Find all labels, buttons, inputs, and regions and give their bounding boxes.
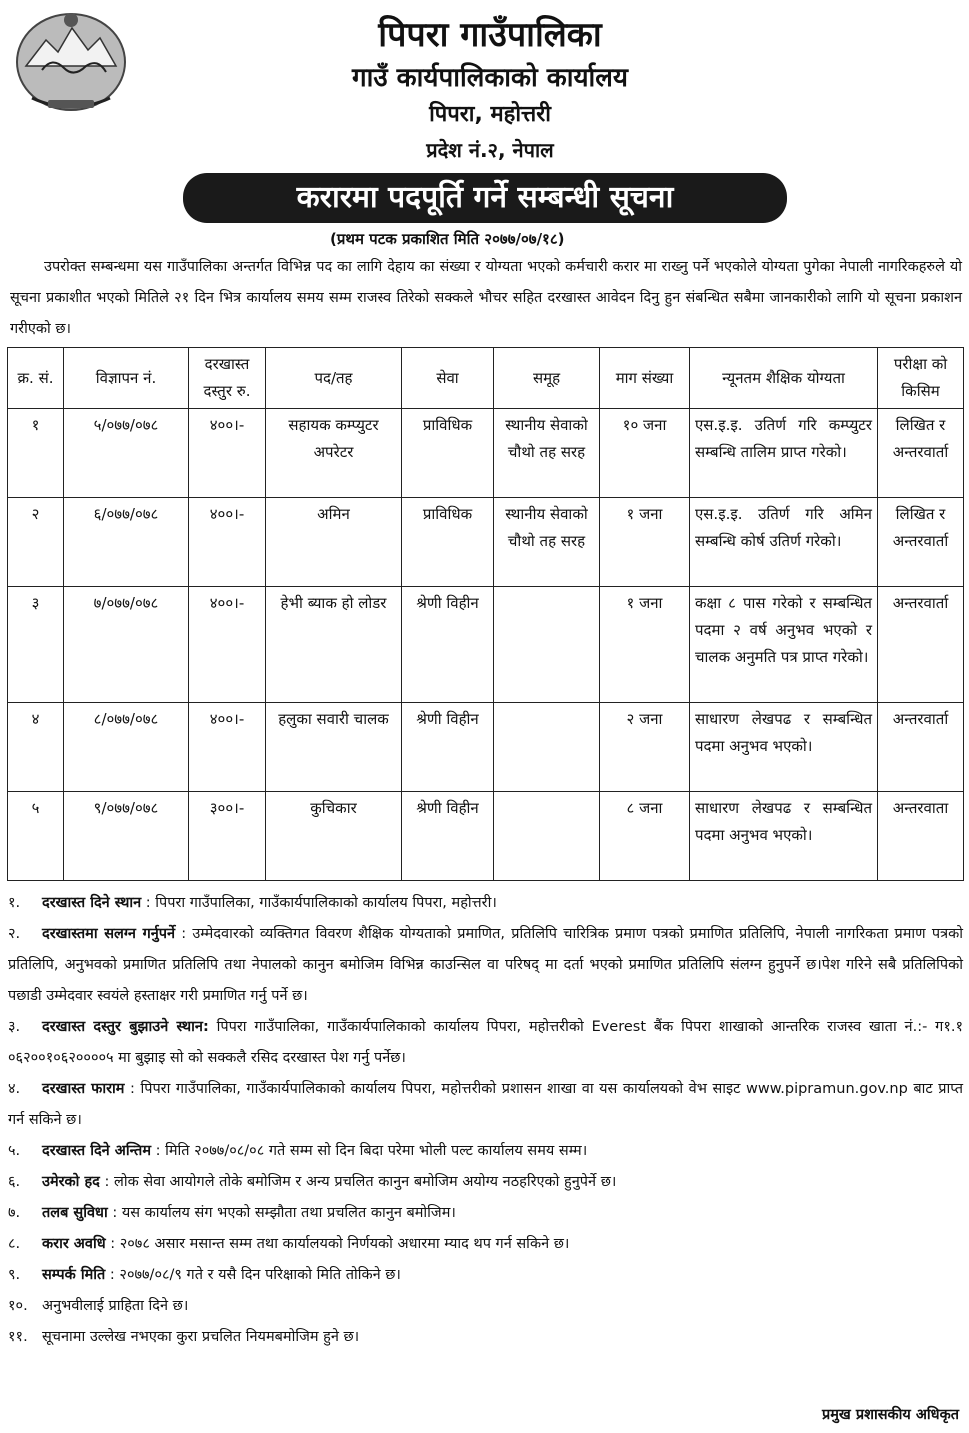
header-post: पद/तह bbox=[266, 348, 402, 409]
cell-qualification: एस.इ.इ. उतिर्ण गरि अमिन सम्बन्धि कोर्ष उतिर्ण गरेको। bbox=[690, 498, 878, 587]
cell-fee: ४००।- bbox=[189, 409, 266, 498]
cell-qualification: एस.इ.इ. उतिर्ण गरि कम्प्युटर सम्बन्धि तालिम प्राप्त गरेको। bbox=[690, 409, 878, 498]
cell-advert-no: ६/०७७/०७८ bbox=[64, 498, 189, 587]
cell-service: प्राविधिक bbox=[402, 498, 494, 587]
office-address: पिपरा, महोत्तरी bbox=[429, 102, 551, 127]
org-name: पिपरा गाउँपालिका bbox=[378, 15, 602, 55]
cell-advert-no: ९/०७७/०७८ bbox=[64, 792, 189, 881]
cell-group bbox=[494, 587, 600, 703]
cell-demand: २ जना bbox=[600, 703, 690, 792]
note-item: ५. दरखास्त दिने अन्तिम : मिति २०७७/०८/०८ गते सम्म सो दिन बिदा परेमा भोली पल्ट कार्यालय समय सम्म। bbox=[8, 1143, 588, 1159]
note-item: ३. दरखास्त दस्तुर बुझाउने स्थान: पिपरा गाउँपालिका, गाउँकार्यपालिकाको कार्यालय पिपरा, महोत्तरीको Everest बैंक पिपरा शाखाको आन्तरिक राजस्व खाता नं.:- ग१.१ ०६२००१०६२००००५ मा बुझाइ सो को सक्कलै रसिद दरखास्त पेश गर्नु पर्नेछ। bbox=[8, 1019, 964, 1066]
cell-exam-type: अन्तरवार्ता bbox=[878, 703, 964, 792]
note-item: ८. करार अवधि : २०७८ असार मसान्त सम्म तथा कार्यालयको निर्णयको अधारमा म्याद थप गर्न सकिने छ। bbox=[8, 1236, 570, 1252]
cell-group bbox=[494, 703, 600, 792]
cell-serial: १ bbox=[8, 409, 64, 498]
cell-exam-type: अन्तरवाता bbox=[878, 792, 964, 881]
cell-serial: ३ bbox=[8, 587, 64, 703]
cell-advert-no: ५/०७७/०७८ bbox=[64, 409, 189, 498]
cell-qualification: कक्षा ८ पास गरेको र सम्बन्धित पदमा २ वर्ष अनुभव भएको र चालक अनुमति पत्र प्राप्त गरेको। bbox=[690, 587, 878, 703]
note-item: ११. सूचनामा उल्लेख नभएका कुरा प्रचलित नियमबमोजिम हुने छ। bbox=[8, 1329, 360, 1345]
province: प्रदेश नं.२, नेपाल bbox=[426, 138, 554, 162]
cell-demand: १० जना bbox=[600, 409, 690, 498]
cell-service: श्रेणी विहीन bbox=[402, 587, 494, 703]
cell-qualification: साधारण लेखपढ र सम्बन्धित पदमा अनुभव भएको। bbox=[690, 792, 878, 881]
cell-post: अमिन bbox=[266, 498, 402, 587]
note-item: १. दरखास्त दिने स्थान : पिपरा गाउँपालिका, गाउँकार्यपालिकाको कार्यालय पिपरा, महोत्तरी। bbox=[8, 895, 497, 911]
nepal-emblem-icon bbox=[12, 6, 130, 114]
cell-demand: १ जना bbox=[600, 498, 690, 587]
header-fee: दरखास्त दस्तुर रु. bbox=[189, 348, 266, 409]
header-service: सेवा bbox=[402, 348, 494, 409]
cell-group bbox=[494, 792, 600, 881]
cell-fee: ३००।- bbox=[189, 792, 266, 881]
header-demand: माग संख्या bbox=[600, 348, 690, 409]
office-name: गाउँ कार्यपालिकाको कार्यालय bbox=[352, 63, 628, 93]
table-row bbox=[8, 498, 964, 587]
cell-serial: २ bbox=[8, 498, 64, 587]
table-row bbox=[8, 792, 964, 881]
cell-fee: ४००।- bbox=[189, 703, 266, 792]
cell-qualification: साधारण लेखपढ र सम्बन्धित पदमा अनुभव भएको। bbox=[690, 703, 878, 792]
cell-post: कुचिकार bbox=[266, 792, 402, 881]
note-item: ४. दरखास्त फाराम : पिपरा गाउँपालिका, गाउँकार्यपालिकाको कार्यालय पिपरा, महोत्तरीको प्रशासन शाखा वा यस कार्यालयको वेभ साइट www.pipramun.gov.np बाट प्राप्त गर्न सकिने छ। bbox=[8, 1081, 963, 1128]
note-item: ९. सम्पर्क मिति : २०७७/०८/९ गते र यसै दिन परिक्षाको मिति तोकिने छ। bbox=[8, 1267, 401, 1283]
cell-exam-type: लिखित र अन्तरवार्ता bbox=[878, 409, 964, 498]
header-advert-no: विज्ञापन नं. bbox=[64, 348, 189, 409]
table-row bbox=[8, 587, 964, 703]
intro-text: उपरोक्त सम्बन्धमा यस गाउँपालिका अन्तर्गत विभिन्न पद का लागि देहाय का संख्या र योग्यता भएको कर्मचारी करार मा राख्नु पर्ने भएकोले योग्यता पुगेका नेपाली नागरिकहरुले यो सूचना प्रकाशीत भएको मितिले २१ दिन भित्र कार्यालय समय सम्म राजस्व तिरेको सक्कले भौचर सहित दरखास्त आवेदन दिनु हुन संबन्धित सबैमा जानकारीको लागि यो सूचना प्रकाशन गरीएको छ। bbox=[10, 259, 962, 337]
header-serial: क्र. सं. bbox=[8, 348, 64, 409]
cell-advert-no: ८/०७७/०७८ bbox=[64, 703, 189, 792]
cell-fee: ४००।- bbox=[189, 587, 266, 703]
vacancy-table bbox=[7, 347, 964, 881]
notes-list bbox=[8, 888, 963, 1353]
publish-date: (प्रथम पटक प्रकाशित मिति २०७७/०७/१८) bbox=[330, 230, 565, 248]
cell-advert-no: ७/०७७/०७८ bbox=[64, 587, 189, 703]
cell-exam-type: लिखित र अन्तरवार्ता bbox=[878, 498, 964, 587]
note-item: ७. तलब सुविधा : यस कार्यालय संग भएको सम्झौता तथा प्रचलित कानुन बमोजिम। bbox=[8, 1205, 456, 1221]
cell-exam-type: अन्तरवार्ता bbox=[878, 587, 964, 703]
note-item: २. दरखास्तमा सलग्न गर्नुपर्ने : उम्मेदवारको व्यक्तिगत विवरण शैक्षिक योग्यताको प्रमाणित, प्रतिलिपि चारित्रिक प्रमाण पत्रको प्रमाणित प्रतिलिपि, नेपाली नागरिकता प्रमाण पत्रको प्रतिलिपि, अनुभवको प्रमाणित प्रतिलिपि तथा नेपालको कानुन बमोजिम विभिन्न काउन्सिल वा परिषद् मा दर्ता भएको प्रमाणित प्रतिलिपि संलग्न हुनुपर्ने छ।पेश गरिने सबै प्रतिलिपिको पछाडी उम्मेदवार स्वयंले हस्ताक्षर गरी प्रमाणित गर्नु पर्ने छ। bbox=[8, 926, 963, 1004]
cell-demand: १ जना bbox=[600, 587, 690, 703]
table-row bbox=[8, 409, 964, 498]
cell-service: प्राविधिक bbox=[402, 409, 494, 498]
cell-service: श्रेणी विहीन bbox=[402, 703, 494, 792]
header-qualification: न्यूनतम शैक्षिक योग्यता bbox=[690, 348, 878, 409]
cell-serial: ५ bbox=[8, 792, 64, 881]
note-item: ६. उमेरको हद : लोक सेवा आयोगले तोके बमोजिम र अन्य प्रचलित कानुन बमोजिम अयोग्य नठहरिएको हुनुपेर्ने छ। bbox=[8, 1174, 617, 1190]
cell-group: स्थानीय सेवाको चौथो तह सरह bbox=[494, 409, 600, 498]
table-row bbox=[8, 703, 964, 792]
cell-post: हेभी ब्याक हो लोडर bbox=[266, 587, 402, 703]
note-item: १०. अनुभवीलाई प्राहिता दिने छ। bbox=[8, 1298, 189, 1314]
cell-post: हलुका सवारी चालक bbox=[266, 703, 402, 792]
cell-demand: ८ जना bbox=[600, 792, 690, 881]
cell-serial: ४ bbox=[8, 703, 64, 792]
cell-group: स्थानीय सेवाको चौथो तह सरह bbox=[494, 498, 600, 587]
cell-fee: ४००।- bbox=[189, 498, 266, 587]
signature-title: प्रमुख प्रशासकीय अधिकृत bbox=[822, 1407, 959, 1423]
cell-post: सहायक कम्प्युटर अपरेटर bbox=[266, 409, 402, 498]
header-exam-type: परीक्षा को किसिम bbox=[878, 348, 964, 409]
intro-paragraph bbox=[10, 252, 962, 345]
table-header-row bbox=[8, 348, 964, 409]
notice-title: करारमा पदपूर्ति गर्ने सम्बन्धी सूचना bbox=[183, 173, 787, 223]
header-group: समूह bbox=[494, 348, 600, 409]
cell-service: श्रेणी विहीन bbox=[402, 792, 494, 881]
